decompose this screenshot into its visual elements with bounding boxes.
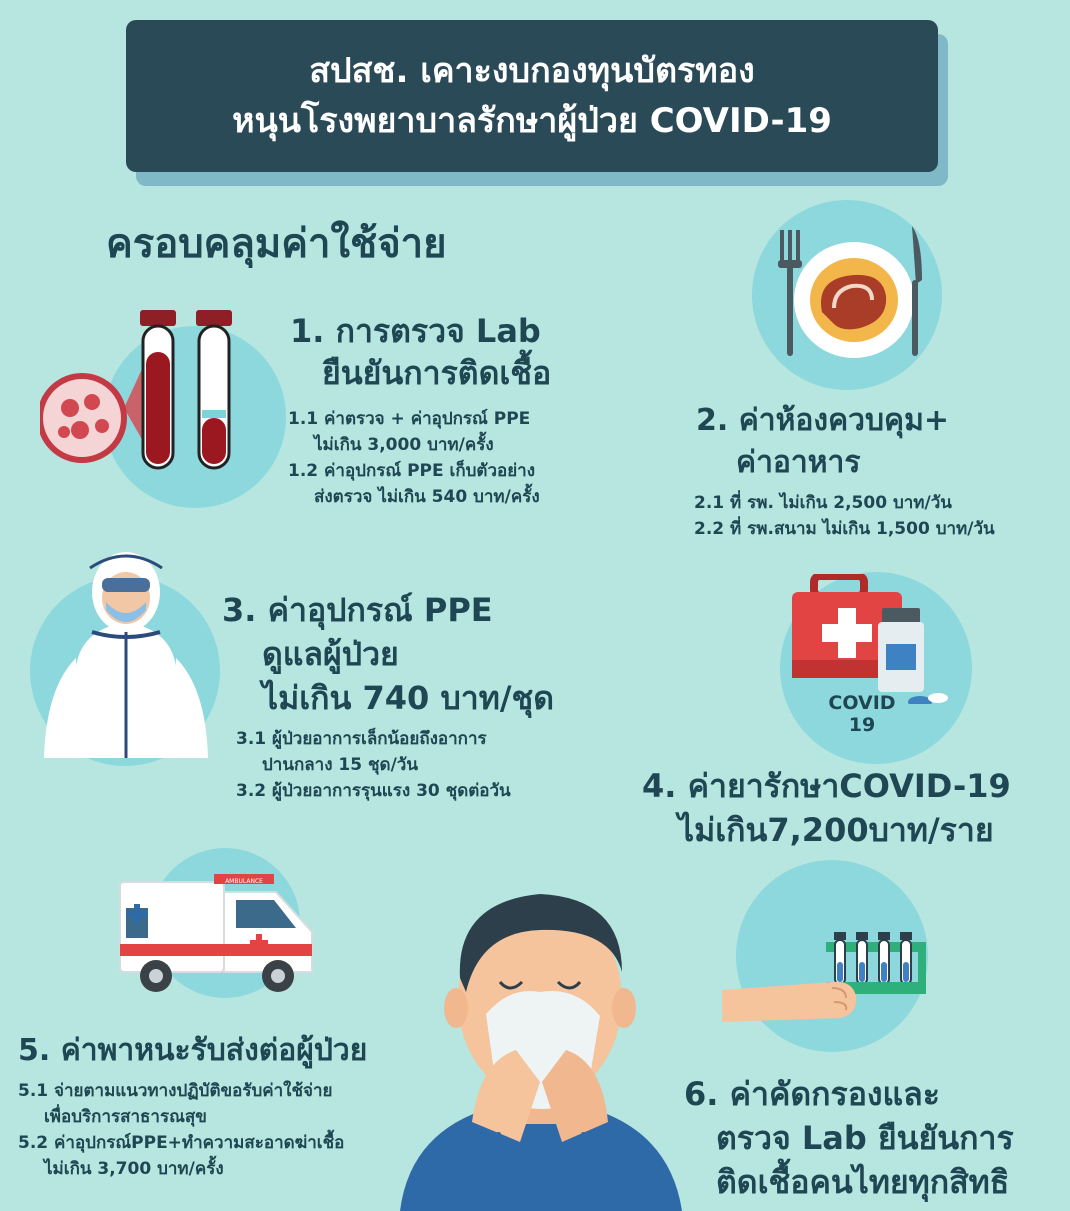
section1-title-1: 1. การตรวจ Lab	[290, 312, 541, 350]
section3-title-3: ไม่เกิน 740 บาท/ชุด	[262, 679, 555, 717]
section5-item-2b: ไม่เกิน 3,700 บาท/ครั้ง	[44, 1159, 224, 1179]
section3-title-2: ดูแลผู้ป่วย	[262, 635, 399, 673]
blood-test-tubes-icon	[40, 300, 290, 480]
section3-item-1a: 3.1 ผู้ป่วยอาการเล็กน้อยถึงอาการ	[236, 729, 487, 749]
section1-item-2b: ส่งตรวจ ไม่เกิน 540 บาท/ครั้ง	[314, 487, 540, 507]
section2-item-2: 2.2 ที่ รพ.สนาม ไม่เกิน 1,500 บาท/วัน	[694, 519, 995, 539]
first-aid-medicine-icon	[788, 574, 958, 704]
title-line-1: สปสช. เคาะงบกองทุนบัตรทอง	[309, 51, 755, 91]
covid-icon-label-1: COVID	[828, 692, 896, 714]
meal-plate-icon	[764, 220, 944, 360]
title-line-2: หนุนโรงพยาบาลรักษาผู้ป่วย COVID-19	[232, 101, 832, 141]
section5-item-1a: 5.1 จ่ายตามแนวทางปฏิบัติขอรับค่าใช้จ่าย	[18, 1081, 333, 1101]
section6-title-1: 6. ค่าคัดกรองและ	[684, 1075, 940, 1113]
section1-item-2a: 1.2 ค่าอุปกรณ์ PPE เก็บตัวอย่าง	[288, 461, 536, 481]
section6-title-3: ติดเชื้อคนไทยทุกสิทธิ	[716, 1163, 1010, 1201]
sick-man-tissue-icon	[390, 882, 690, 1211]
section5-item-2a: 5.2 ค่าอุปกรณ์PPE+ทำความสะอาดฆ่าเชื้อ	[18, 1133, 345, 1153]
section1-title-2: ยืนยันการติดเชื้อ	[322, 354, 552, 392]
title-box	[126, 20, 938, 172]
ppe-suit-icon	[36, 548, 216, 758]
ambulance-icon	[116, 872, 320, 998]
section2-title-2: ค่าอาหาร	[736, 445, 861, 480]
section1-item-1b: ไม่เกิน 3,000 บาท/ครั้ง	[314, 435, 494, 455]
covid-icon-label-2: 19	[848, 714, 876, 736]
section4-title-1: 4. ค่ายารักษาCOVID-19	[642, 767, 1011, 805]
test-tube-rack-icon	[722, 918, 932, 1048]
section5-title: 5. ค่าพาหนะรับส่งต่อผู้ป่วย	[18, 1033, 368, 1068]
section2-title-1: 2. ค่าห้องควบคุม+	[696, 403, 950, 438]
section4-title-2: ไม่เกิน7,200บาท/ราย	[678, 811, 994, 849]
section3-item-2: 3.2 ผู้ป่วยอาการรุนแรง 30 ชุดต่อวัน	[236, 781, 511, 801]
section6-title-2: ตรวจ Lab ยืนยันการ	[716, 1119, 1014, 1157]
section2-item-1: 2.1 ที่ รพ. ไม่เกิน 2,500 บาท/วัน	[694, 493, 952, 513]
section1-item-1a: 1.1 ค่าตรวจ + ค่าอุปกรณ์ PPE	[288, 409, 531, 429]
ambulance-label: AMBULANCE	[225, 878, 263, 885]
section3-title-1: 3. ค่าอุปกรณ์ PPE	[222, 591, 493, 629]
coverage-heading: ครอบคลุมค่าใช้จ่าย	[106, 221, 447, 267]
section3-item-1b: ปานกลาง 15 ชุด/วัน	[262, 755, 418, 775]
section5-item-1b: เพื่อบริการสาธารณสุข	[44, 1107, 207, 1127]
